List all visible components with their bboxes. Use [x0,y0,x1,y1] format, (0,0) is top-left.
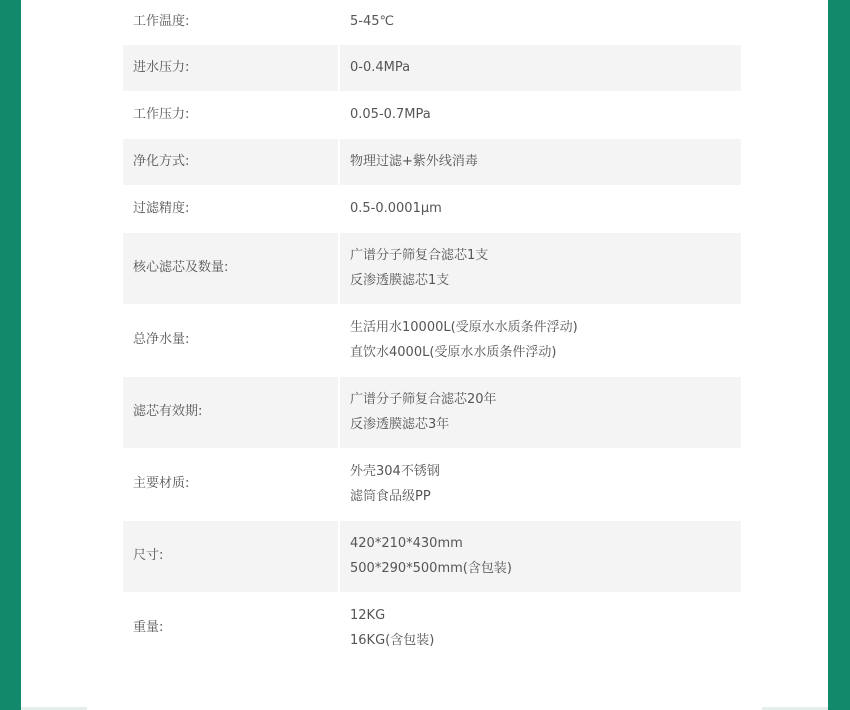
table-row [123,91,741,138]
spec-label: 净化方式: [123,138,339,185]
spec-value [339,592,741,664]
table-row [123,232,741,304]
spec-value [339,138,741,185]
spec-value-line: 5-45℃ [350,14,395,29]
spec-label: 进水压力: [123,44,339,91]
spec-label: 主要材质: [123,448,339,520]
table-row [123,448,741,520]
table-row [123,44,741,91]
table-row [123,185,741,232]
spec-value-line: 外壳304不锈钢 [350,463,440,479]
spec-value-line: 滤筒食品级PP [350,489,431,504]
spec-label: 核心滤芯及数量: [123,232,339,304]
spec-value-line: 生活用水10000L(受原水水质条件浮动) [350,319,578,335]
spec-value-line: 0-0.4MPa [350,59,411,75]
spec-value-line: 420*210*430mm [350,535,463,551]
spec-value [339,232,741,304]
spec-label: 滤芯有效期: [123,376,339,448]
spec-label: 工作温度: [123,0,339,44]
spec-value-line: 直饮水4000L(受原水水质条件浮动) [350,345,557,360]
spec-sheet [21,0,828,710]
spec-value-line: 反渗透膜滤芯1支 [350,273,450,288]
spec-value-line: 0.5-0.0001μm [350,200,442,216]
spec-label: 过滤精度: [123,185,339,232]
table-row [123,138,741,185]
table-row [123,592,741,664]
table-row [123,376,741,448]
spec-value-line: 广谱分子筛复合滤芯1支 [350,247,489,263]
spec-value-line: 反渗透膜滤芯3年 [350,417,450,432]
spec-table [123,0,741,665]
spec-value [339,376,741,448]
spec-value [339,44,741,91]
spec-value [339,520,741,592]
spec-value [339,91,741,138]
spec-value-line: 12KG [350,607,386,623]
table-row [123,520,741,592]
table-row [123,304,741,376]
spec-label: 尺寸: [123,520,339,592]
spec-value-line: 0.05-0.7MPa [350,106,431,122]
spec-label: 重量: [123,592,339,664]
spec-value [339,304,741,376]
spec-label: 工作压力: [123,91,339,138]
spec-value-line: 16KG(含包装) [350,633,435,648]
spec-value [339,0,741,44]
spec-value-line: 广谱分子筛复合滤芯20年 [350,391,497,407]
spec-value [339,185,741,232]
spec-value-line: 500*290*500mm(含包装) [350,561,512,576]
spec-value [339,448,741,520]
spec-value-line: 物理过滤+紫外线消毒 [350,153,478,169]
spec-label: 总净水量: [123,304,339,376]
table-row [123,0,741,44]
